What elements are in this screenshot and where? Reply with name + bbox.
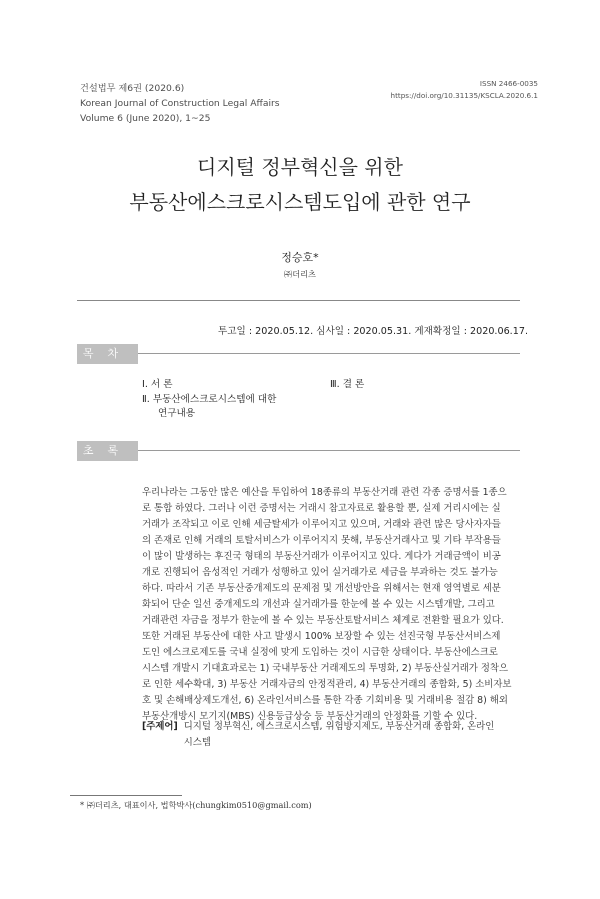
journal-ids	[391, 78, 538, 102]
submission-dates: 투고일 : 2020.05.12. 심사일 : 2020.05.31. 게재확정일 : 2020.06.17.	[218, 326, 528, 337]
abstract-section-bar	[77, 441, 520, 461]
keywords-label: [주제어]	[142, 721, 178, 732]
journal-name-en: Korean Journal of Construction Legal Affairs	[80, 98, 280, 109]
abstract-line: 시스템 개발시 기대효과로는 1) 국내부동산 거래제도의 투명화, 2) 부동산실거래가 정착으	[142, 663, 509, 674]
abstract-line: 화되어 단순 일선 중개제도의 개선과 실거래가를 한눈에 볼 수 있는 시스템개발, 그리고	[142, 599, 495, 610]
header-divider	[77, 300, 520, 301]
abstract-line: 의 존재로 인해 거래의 토탈서비스가 이루어지지 못해, 부동산거래사고 및 기타 부작용들	[142, 535, 501, 546]
abstract-heading: 초록	[77, 441, 138, 461]
toc-item-intro[interactable]: Ⅰ. 서 론	[142, 379, 173, 390]
keywords-values	[184, 719, 495, 751]
abstract-line: 거래가 조작되고 이로 인해 세금탈세가 이루어지고 있으며, 거래와 관련 많은 당사자자들	[142, 519, 501, 530]
toc-section-bar	[77, 344, 520, 364]
abstract-line: 우리나라는 그동안 많은 예산을 투입하여 18종류의 부동산거래 관련 각종 증명서를 1종으	[142, 487, 507, 498]
toc-left-column	[142, 378, 276, 422]
abstract-line: 하다. 따라서 기존 부동산중개제도의 문제점 및 개선방안을 위해서는 현재 영역별로 세분	[142, 583, 501, 594]
title-line-2: 부동산에스크로시스템도입에 관한 연구	[129, 190, 471, 214]
journal-volume-kr: 건설법무 제6권 (2020.6)	[80, 83, 185, 94]
doi-link[interactable]: https://doi.org/10.31135/KSCLA.2020.6.1	[390, 91, 538, 100]
toc-heading: 목차	[77, 344, 138, 364]
footnote-divider	[70, 795, 182, 796]
abstract-line: 호 및 손해배상제도개선, 6) 온라인서비스를 통한 각종 기회비용 및 거래비용 절감 8) 해외	[142, 695, 508, 706]
keywords-line-1: 디지털 정부혁신, 에스크로시스템, 위험방지제도, 부동산거래 종합화, 온라인	[183, 721, 495, 732]
journal-volume-en: Volume 6 (June 2020), 1~25	[80, 113, 211, 124]
abstract-line: 부동산개방시 모기지(MBS) 신용등급상승 등 부동산거래의 안정화를 기할 수 있다.	[142, 711, 478, 722]
abstract-body	[142, 485, 524, 725]
toc-item-conclusion[interactable]: Ⅲ. 결 론	[330, 379, 365, 390]
abstract-line: 이 많이 발생하는 후진국 형태의 부동산거래가 이루어지고 있다. 게다가 거래금액이 비공	[142, 551, 501, 562]
author-affiliation: ㈜더리츠	[284, 269, 316, 279]
toc-item-research-cont[interactable]: 연구내용	[158, 408, 196, 419]
keywords-line-2: 시스템	[183, 737, 211, 748]
title-line-1: 디지털 정부혁신을 위한	[197, 155, 403, 179]
toc-right-column	[330, 378, 364, 393]
journal-info	[80, 81, 280, 126]
author-name: 정승호*	[281, 251, 319, 264]
author-footnote: * ㈜더리츠, 대표이사, 법학박사(chungkim0510@gmail.com)	[80, 800, 312, 810]
abstract-line: 또한 거래된 부동산에 대한 사고 발생시 100% 보장할 수 있는 선진국형 부동산서비스제	[142, 631, 501, 642]
abstract-line: 로 인한 세수확대, 3) 부동산 거래자금의 안정적관리, 4) 부동산거래의 종합화, 5) 소비자보	[142, 679, 512, 690]
toc-item-research[interactable]: Ⅱ. 부동산에스크로시스템에 대한	[142, 393, 277, 405]
issn: ISSN 2466-0035	[479, 79, 538, 88]
abstract-line: 로 통합 하였다. 그러나 이런 증명서는 거래시 참고자료로 활용할 뿐, 실제 거리시에는 실	[142, 503, 501, 514]
abstract-line: 도인 에스크로제도를 국내 실정에 맞게 도입하는 것이 시급한 상태이다. 부동산에스크로	[142, 647, 498, 658]
paper-title	[0, 150, 600, 220]
abstract-line: 개로 진행되어 음성적인 거래가 성행하고 있어 실거래가로 세금을 부과하는 것도 불가능	[142, 567, 498, 578]
toc-divider	[138, 353, 520, 354]
abstract-divider	[138, 450, 520, 451]
keywords	[142, 719, 524, 751]
abstract-line: 거래관련 자금을 정부가 한눈에 볼 수 있는 부동산토탈서비스 체계로 전환할 필요가 있다.	[142, 615, 504, 626]
